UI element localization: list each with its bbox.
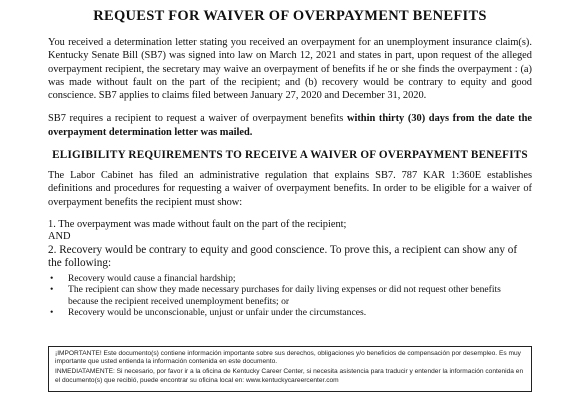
bullet-icon: • <box>50 284 54 296</box>
bullet-icon: • <box>50 307 54 319</box>
eligibility-intro-paragraph: The Labor Cabinet has filed an administrative regulation that explains SB7. 787 KAR 1:360E establishes definitions and procedures for requesting a waiver of overpayment benefits. In order to be eligible for a waiver of overpayment benefits the recipient must show: <box>48 170 532 208</box>
requirement-conjunction: AND <box>48 231 71 243</box>
deadline-paragraph <box>48 112 532 139</box>
bullet-text: Recovery would be unconscionable, unjust or unfair under the circumstances. <box>68 307 367 319</box>
deadline-bold-text: within thirty (30) days from the date the overpayment determination letter was mailed. <box>48 113 532 138</box>
list-item <box>48 273 532 285</box>
bullet-text: The recipient can show they made necessary purchases for daily living expenses or did not request other benefits because the recipient received unemployment benefits; or <box>68 284 501 307</box>
bullet-text: Recovery would cause a financial hardship; <box>68 272 236 284</box>
page-title: REQUEST FOR WAIVER OF OVERPAYMENT BENEFITS <box>93 8 487 24</box>
requirement-item-1: 1. The overpayment was made without fault on the part of the recipient; <box>48 218 347 230</box>
bullet-icon: • <box>50 272 54 284</box>
notice-important-text: ¡IMPORTANTE! Este documento(s) contiene información importante sobre sus derechos, obligaciones y/o beneficios de compensación por desempleo. Es muy importante que usted entienda la información contenida en este documento. <box>55 350 521 366</box>
notice-immediately-text: INMEDIATAMENTE: Si necesario, por favor ir a la oficina de Kentucky Career Center, si necesita asistencia para traducir y entender la información contenida en el documento(s) que recibió, puede encontrar su oficina local en: www.kentuckycareercenter.com <box>55 368 524 384</box>
deadline-lead-text: SB7 requires a recipient to request a waiver of overpayment benefits <box>48 113 347 125</box>
requirements-list <box>48 219 532 271</box>
requirement-item-2: 2. Recovery would be contrary to equity and good conscience. To prove this, a recipient can show any of the following: <box>48 243 518 270</box>
spanish-notice-box <box>48 346 532 392</box>
eligibility-heading: ELIGIBILITY REQUIREMENTS TO RECEIVE A WAIVER OF OVERPAYMENT BENEFITS <box>52 149 528 162</box>
list-item <box>48 284 532 307</box>
intro-paragraph: You received a determination letter stating you received an overpayment for an unemployment insurance claim(s). Kentucky Senate Bill (SB7) was signed into law on March 12, 2021 and states in part, upon request of the alleged overpayment recipient, the secretary may waive an overpayment of benefits if he or she finds the overpayment : (a) was made without fault on the part of the recipient; and (b) recovery would be contrary to equity and good conscience. SB7 applies to claims filed between January 27, 2020 and December 31, 2020. <box>48 37 532 102</box>
hardship-bullet-list <box>48 273 532 319</box>
list-item <box>48 307 532 319</box>
